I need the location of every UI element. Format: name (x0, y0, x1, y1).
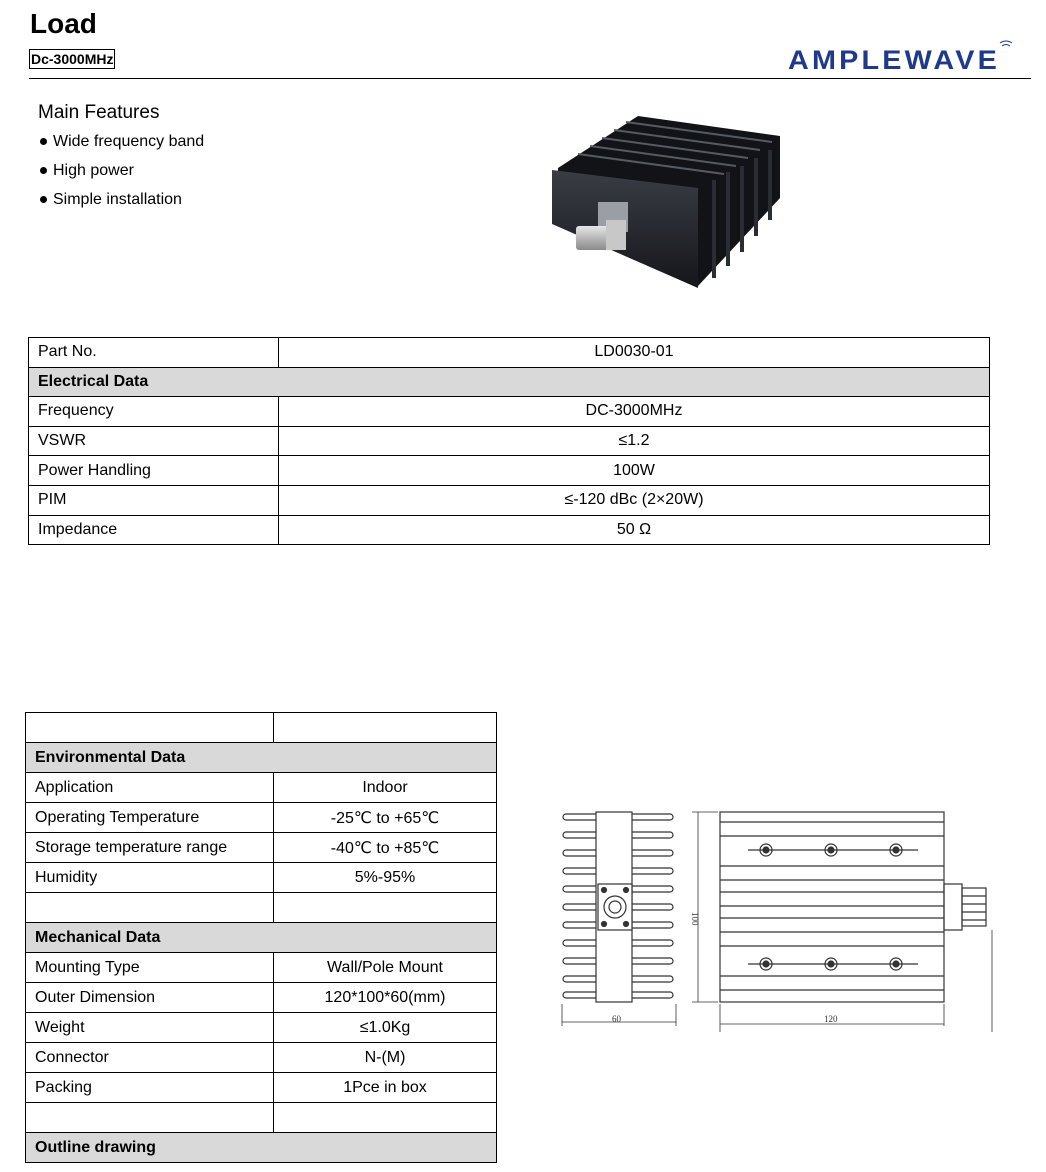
spec-label: Storage temperature range (26, 833, 274, 863)
spec-label: Mounting Type (26, 953, 274, 983)
spec-value: ≤1.2 (279, 426, 990, 456)
spec-label: VSWR (29, 426, 279, 456)
section-row (29, 367, 990, 397)
section-row (26, 1133, 497, 1163)
empty-cell (26, 713, 274, 743)
top-view (720, 812, 986, 1002)
table-row (29, 515, 990, 545)
table-row (29, 456, 990, 486)
brand-name: AMPLEWAVE (788, 45, 1000, 75)
page-title: Load (30, 8, 97, 39)
table-row (26, 1043, 497, 1073)
spec-label: Impedance (29, 515, 279, 545)
table-row (29, 485, 990, 515)
electrical-spec-table (28, 337, 990, 545)
left-fins (563, 814, 596, 998)
spec-value: 50 Ω (279, 515, 990, 545)
dim-width-label: 60 (612, 1014, 621, 1024)
table-row (26, 953, 497, 983)
wave-icon (1000, 41, 1012, 46)
spec-value: Wall/Pole Mount (274, 953, 497, 983)
spec-label: Power Handling (29, 456, 279, 486)
spec-label: Humidity (26, 863, 274, 893)
section-header-electrical: Electrical Data (29, 367, 990, 397)
spec-value: 5%-95% (274, 863, 497, 893)
table-row (29, 397, 990, 427)
section-header-outline: Outline drawing (26, 1133, 497, 1163)
section-header-environmental: Environmental Data (26, 743, 497, 773)
empty-cell (274, 713, 497, 743)
table-row-empty (26, 713, 497, 743)
feature-item: Wide frequency band (38, 127, 204, 156)
spec-label: Application (26, 773, 274, 803)
table-row-empty (26, 893, 497, 923)
table-row (26, 833, 497, 863)
spec-label: Outer Dimension (26, 983, 274, 1013)
frequency-range-label: Dc-3000MHz (31, 51, 114, 67)
spec-value: ≤1.0Kg (274, 1013, 497, 1043)
table-row-empty (26, 1103, 497, 1133)
brand-logo (788, 40, 1018, 76)
spec-value: Indoor (274, 773, 497, 803)
spec-value: ≤-120 dBc (2×20W) (279, 485, 990, 515)
bullet-icon (40, 196, 47, 203)
dim-120 (720, 930, 992, 1032)
spec-label: Operating Temperature (26, 803, 274, 833)
part-no-value: LD0030-01 (279, 338, 990, 368)
spec-label: Packing (26, 1073, 274, 1103)
right-fins (632, 814, 673, 998)
spec-label: Connector (26, 1043, 274, 1073)
empty-cell (26, 1103, 274, 1133)
table-row (26, 863, 497, 893)
spec-value: -40℃ to +85℃ (274, 833, 497, 863)
spec-label: Weight (26, 1013, 274, 1043)
spec-value: 120*100*60(mm) (274, 983, 497, 1013)
spec-value: 100W (279, 456, 990, 486)
table-row (26, 773, 497, 803)
bullet-icon (40, 138, 47, 145)
table-row (26, 983, 497, 1013)
section-header-mechanical: Mechanical Data (26, 923, 497, 953)
spec-label: PIM (29, 485, 279, 515)
main-features (38, 101, 204, 214)
spec-value: N-(M) (274, 1043, 497, 1073)
dim-height-label: 100 (690, 912, 700, 926)
table-row (29, 338, 990, 368)
part-no-label: Part No. (29, 338, 279, 368)
empty-cell (274, 893, 497, 923)
side-view (563, 812, 673, 1002)
spec-value: 1Pce in box (274, 1073, 497, 1103)
spec-value: -25℃ to +65℃ (274, 803, 497, 833)
feature-item: High power (38, 156, 204, 185)
environmental-mechanical-table (25, 712, 497, 1163)
empty-cell (26, 893, 274, 923)
table-row (26, 803, 497, 833)
feature-item: Simple installation (38, 185, 204, 214)
outline-drawing (552, 800, 998, 1036)
dim-length-label: 120 (824, 1014, 838, 1024)
empty-cell (274, 1103, 497, 1133)
features-title: Main Features (38, 102, 160, 123)
bullet-icon (40, 167, 47, 174)
spec-label: Frequency (29, 397, 279, 427)
table-row (26, 1013, 497, 1043)
section-row (26, 743, 497, 773)
table-row (29, 426, 990, 456)
spec-value: DC-3000MHz (279, 397, 990, 427)
dim-100 (692, 812, 718, 1002)
section-row (26, 923, 497, 953)
product-photo (548, 108, 784, 290)
header-divider (29, 78, 1031, 79)
table-row (26, 1073, 497, 1103)
